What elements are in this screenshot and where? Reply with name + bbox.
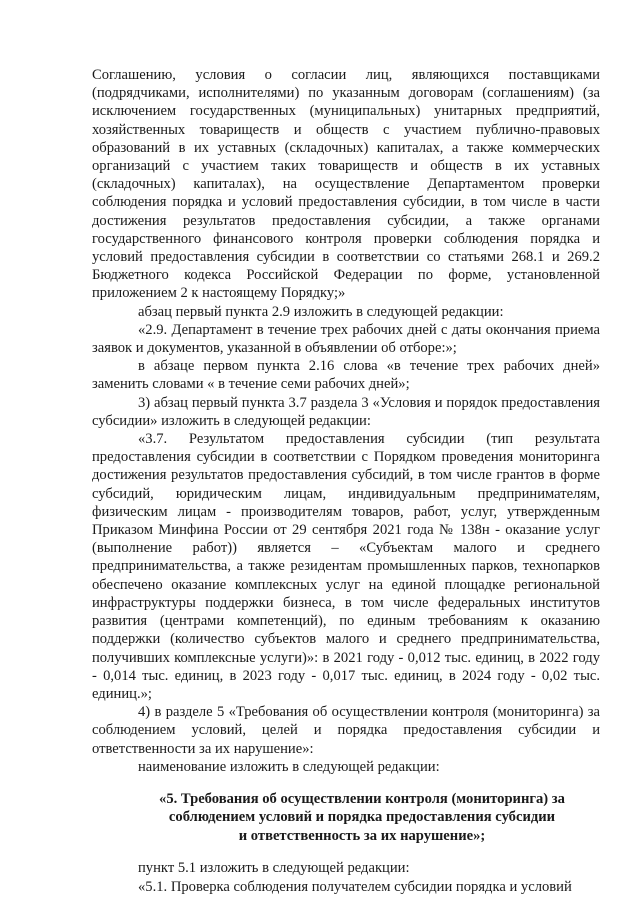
paragraph-5-1-instruction: пункт 5.1 изложить в следующей редакции: [138, 860, 410, 877]
heading-line: «5. Требования об осуществлении контроля (мониторинга) за [159, 790, 565, 807]
paragraph-3-7-instruction: 3) абзац первый пункта 3.7 раздела 3 «Условия и порядок предоставления субсидии» изложить в следующей редакции: [92, 394, 600, 429]
heading-line: соблюдением условий и порядка предоставления субсидии [168, 809, 556, 826]
paragraph-2-9-instruction: абзац первый пункта 2.9 изложить в следующей редакции: [138, 303, 504, 320]
paragraph-5-1-text: «5.1. Проверка соблюдения получателем субсидии порядка и условий [138, 878, 572, 895]
paragraph-section-5-instruction: 4) в разделе 5 «Требования об осуществлении контроля (мониторинга) за соблюдением условий, целей и порядка предоставления субсидии и ответственности за их нарушение»: [92, 704, 600, 757]
section-5-heading [92, 790, 600, 846]
paragraph-2-16-instruction: в абзаце первом пункта 2.16 слова «в течение трех рабочих дней» заменить словами « в течение семи рабочих дней»; [92, 358, 600, 393]
paragraph-2-9-text: «2.9. Департамент в течение трех рабочих дней с даты окончания приема заявок и документов, указанной в объявлении об отборе:»; [92, 321, 600, 357]
heading-line: и ответственность за их нарушение»; [238, 827, 486, 844]
paragraph-continuation: Соглашению, условия о согласии лиц, являющихся поставщиками (подрядчиками, исполнителями) по указанным договорам (соглашениям) (за исключением государственных (муниципальных) унитарных предприятий, хозяйственных товариществ и обществ с участием публично-правовых образований в их уставных (складочных) капиталах, а также коммерческих организаций с участием таких товариществ и обществ в их уставных (складочных) капиталах), на осуществление Департаментом проверки соблюдения порядка и условий предоставления субсидии, в том числе в части достижения результатов предоставления субсидии, а также органами государственного финансового контроля проверки соблюдения порядка и условий предоставления субсидии в соответствии со статьями 268.1 и 269.2 Бюджетного кодекса Российской Федерации по форме, установленной приложением 2 к настоящему Порядку;» [92, 67, 600, 302]
paragraph-title-instruction: наименование изложить в следующей редакции: [138, 758, 440, 775]
paragraph-3-7-text: «3.7. Результатом предоставления субсидии (тип результата предоставления субсидии в соответствии с Порядком проведения мониторинга достижения результатов предоставления субсидий, в том числе грантов в форме субсидий, юридическим лицам, индивидуальным предпринимателям, физическим лицам - производителям товаров, работ, услуг, утвержденным Приказом Минфина России от 29 сентября 2021 года № 138н - оказание услуг (выполнение работ)) является – «Субъектам малого и среднего предпринимательства, а также резидентам промышленных парков, технопарков обеспечено оказание комплексных услуг на единой площадке региональной инфраструктуры поддержки бизнеса, в том числе федеральных институтов развития (центрами компетенций), по единым требованиям к оказанию поддержки (количество субъектов малого и среднего предпринимательства, получивших комплексные услуги)»: в 2021 году - 0,012 тыс. единиц, в 2022 году - 0,014 тыс. единиц, в 2023 году - 0,017 тыс. единиц, в 2024 году - 0,02 тыс. единиц.»; [92, 431, 600, 702]
document-body [92, 66, 600, 896]
